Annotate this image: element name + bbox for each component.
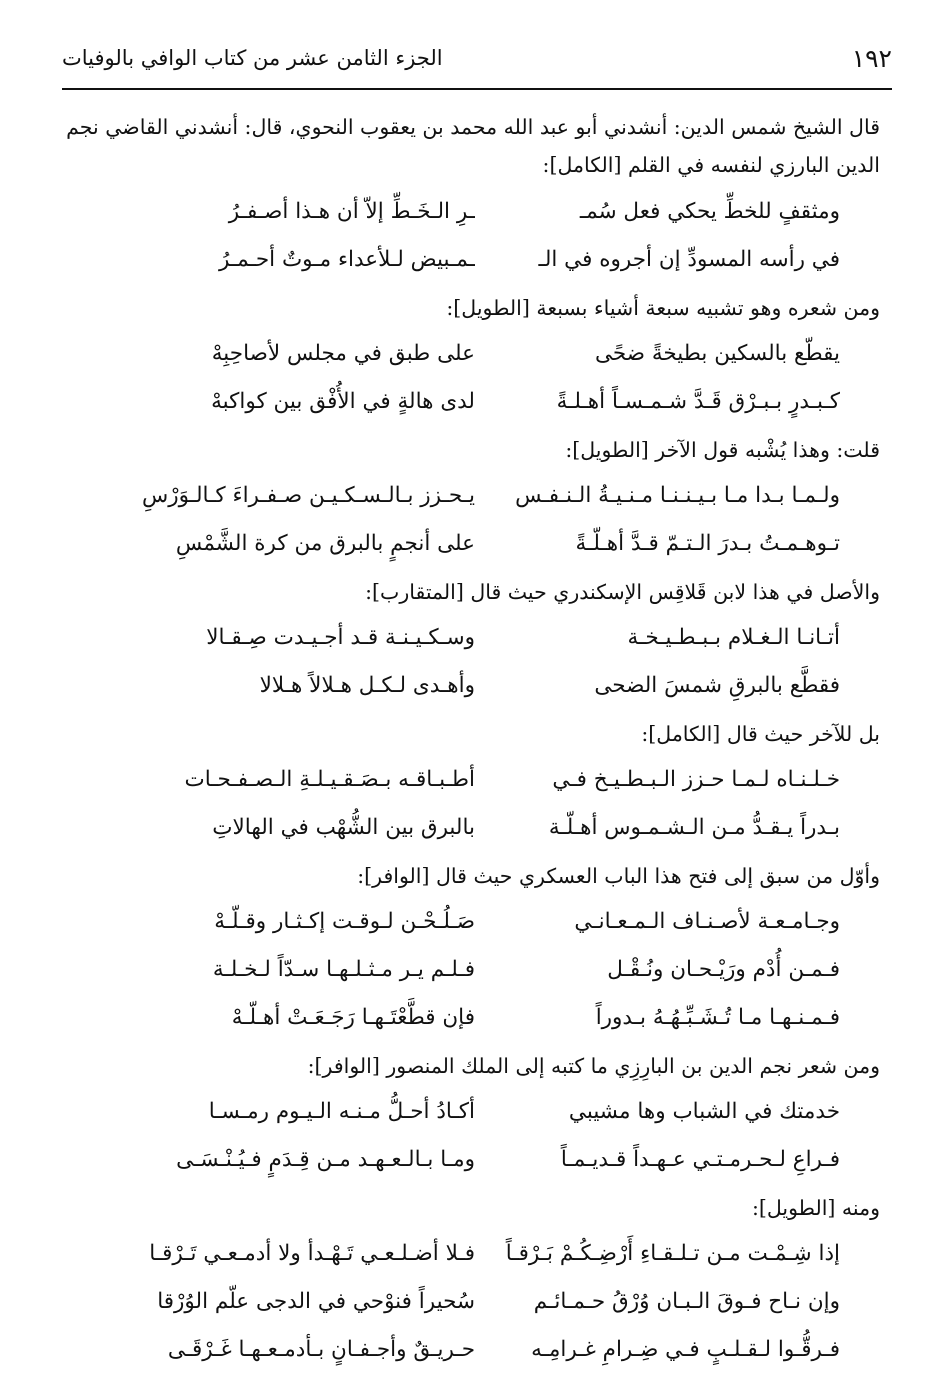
verse-line <box>62 614 880 662</box>
verse-line <box>62 1230 880 1278</box>
verse-line <box>62 1088 880 1136</box>
verse-line <box>62 330 880 378</box>
verse-introduction: ومن شعره وهو تشبيه سبعة أشياء بسبعة [الطويل]: <box>446 296 880 320</box>
verse-second-hemistich: حـريـقٌ وأجـفـانٍ بـأدمـعـهـا غَـرْقَـى <box>167 1337 475 1362</box>
verse-introduction: ومنه [الطويل]: <box>751 1196 880 1220</box>
verse-second-hemistich: وسـكـيـنـة قـد أجـيـدت صِـقـالا <box>206 625 475 650</box>
verse-second-hemistich: على طبق في مجلس لأصاحِبِهْ <box>211 341 475 366</box>
verse-introduction: قلت: وهذا يُشْبه قول الآخر [الطويل]: <box>565 438 880 462</box>
verse-first-hemistich: بـدراً يـقـدُّ مـن الـشـمـوس أهـلّـة <box>548 815 840 840</box>
verse-first-hemistich: ولـمـا بـدا مـا بـيـنـنـا مـنـيـةُ الـنـفـس <box>515 483 840 508</box>
verse-line <box>62 236 880 284</box>
verse-first-hemistich: إذا شِـمْـت مـن تـلـقـاءِ أَرْضِـكُـمْ بَـرْقـاً <box>505 1241 840 1266</box>
verse-first-hemistich: وإن نـاح فـوقَ الـبـان وُرْقُ حـمـائـم <box>533 1289 840 1314</box>
page-body <box>62 108 880 1374</box>
verse-first-hemistich: خدمتك في الشباب وها مشيبي <box>568 1099 840 1124</box>
verse-introduction: والأصل في هذا لابن قَلاقِس الإسكندري حيث قال [المتقارب]: <box>365 580 880 604</box>
verse-line <box>62 520 880 568</box>
header-rule <box>62 88 892 90</box>
verse-second-hemistich: على أنجمٍ بالبرق من كرة الشَّمْسِ <box>175 531 475 556</box>
verse-second-hemistich: لدى هالةٍ في الأُفْق بين كواكبهْ <box>211 389 475 414</box>
verse-line <box>62 756 880 804</box>
verse-first-hemistich: ومثقفٍ للخطِّ يحكي فعل سُمـ <box>579 199 840 224</box>
verse-second-hemistich: بالبرق بين الشُّهْب في الهالاتِ <box>212 815 475 840</box>
verse-second-hemistich: ـمـبيض لـلأعداء مـوتٌ أحـمـرُ <box>218 247 475 272</box>
verse-first-hemistich: وجـامـعـة لأصـنـاف الـمـعـانـي <box>574 909 840 934</box>
verse-first-hemistich: يقطّع بالسكين بطيخةً ضحًى <box>594 341 840 366</box>
verse-second-hemistich: فإن قطَّعْتَـهـا رَجَـعَـتْ أهـلّـهْ <box>231 1005 475 1030</box>
verse-first-hemistich: فـرقُّـوا لـقـلـبٍ فـي ضِـرامِ غـرامِـه <box>531 1337 840 1362</box>
verse-second-hemistich: فـلا أضـلـعـي تَـهْـدأ ولا أدمـعـي تَـرْقـا <box>149 1241 475 1266</box>
verse-second-hemistich: أكـادُ أحـلُّ مـنـه الـيـوم رمـسـا <box>208 1099 475 1124</box>
verse-introduction: ومن شعر نجم الدين بن البارِزِي ما كتبه إلى الملك المنصور [الوافر]: <box>307 1054 880 1078</box>
verse-second-hemistich: سُحيراً فنوْحي في الدجى علّم الوُرْقا <box>157 1289 475 1314</box>
opening-paragraph: قال الشيخ شمس الدين: أنشدني أبو عبد الله محمد بن يعقوب النحوي، قال: أنشدني القاضي نجم الدين البارزي لنفسه في القلم [الكامل]: <box>66 115 880 177</box>
verse-first-hemistich: تـوهـمـتُ بـدرَ الـتـمّ قـدَّ أهـلّـةً <box>575 531 840 556</box>
verse-introduction: وأوّل من سبق إلى فتح هذا الباب العسكري حيث قال [الوافر]: <box>357 864 880 888</box>
verse-line <box>62 804 880 852</box>
verse-second-hemistich: أطـبـاقـه بـصَـقـيـلـةِ الـصـفـحـات <box>184 767 475 792</box>
verse-line <box>62 994 880 1042</box>
verse-line <box>62 472 880 520</box>
verse-first-hemistich: فـراعِ لـحـرمـتـي عـهـداً قـديـمـاً <box>560 1147 840 1172</box>
verse-first-hemistich: فـمـن أُدْم ورَيْـحـان ونُـقْـل <box>607 957 840 982</box>
page-header <box>62 38 892 78</box>
verse-first-hemistich: فقطَّع بالبرقِ شمسَ الضحى <box>594 673 840 698</box>
verse-second-hemistich: يـحـزز بـالـسـكـيـن صـفـراءَ كـالـوَرْسِ <box>141 483 475 508</box>
verse-line <box>62 1278 880 1326</box>
verse-first-hemistich: فـمـنـهـا مـا تُـشَـبِّـهُـهُ بـدوراً <box>595 1005 840 1030</box>
verse-introduction: بل للآخر حيث قال [الكامل]: <box>641 722 880 746</box>
verse-line <box>62 378 880 426</box>
page-number: ١٩٢ <box>851 43 892 73</box>
verse-second-hemistich: ومـا بـالـعـهـد مـن قِـدَمٍ فـيُـنْـسَـى <box>176 1147 475 1172</box>
verse-line <box>62 1326 880 1374</box>
verse-second-hemistich: ـرِ الـخَـطِّ إلاّ أن هـذا أصـفـرُ <box>228 199 475 224</box>
verse-first-hemistich: أتـانـا الـغـلام بـبـطـيـخـة <box>627 625 840 650</box>
verse-second-hemistich: وأهـدى لـكـل هـلالاً هـلالا <box>259 673 475 698</box>
verse-line <box>62 188 880 236</box>
running-title: الجزء الثامن عشر من كتاب الوافي بالوفيات <box>62 46 443 70</box>
verse-second-hemistich: صَـلُـحْـن لـوقـت إكـثـار وقـلّـهْ <box>214 909 475 934</box>
verse-line <box>62 1136 880 1184</box>
verse-line <box>62 946 880 994</box>
verse-line <box>62 898 880 946</box>
verse-first-hemistich: خـلـنـاه لـمـا حـزز الـبـطـيـخ فـي <box>552 767 840 792</box>
verse-line <box>62 662 880 710</box>
verse-first-hemistich: كـبـدرٍ بـبـرْق قَـدَّ شـمـسـاً أهـلـةً <box>556 389 840 414</box>
verse-second-hemistich: فـلـم يـر مـثـلـهـا سـدّاً لـخـلـة <box>212 957 475 982</box>
verse-first-hemistich: في رأسه المسودِّ إن أجروه في الـ <box>538 247 840 272</box>
